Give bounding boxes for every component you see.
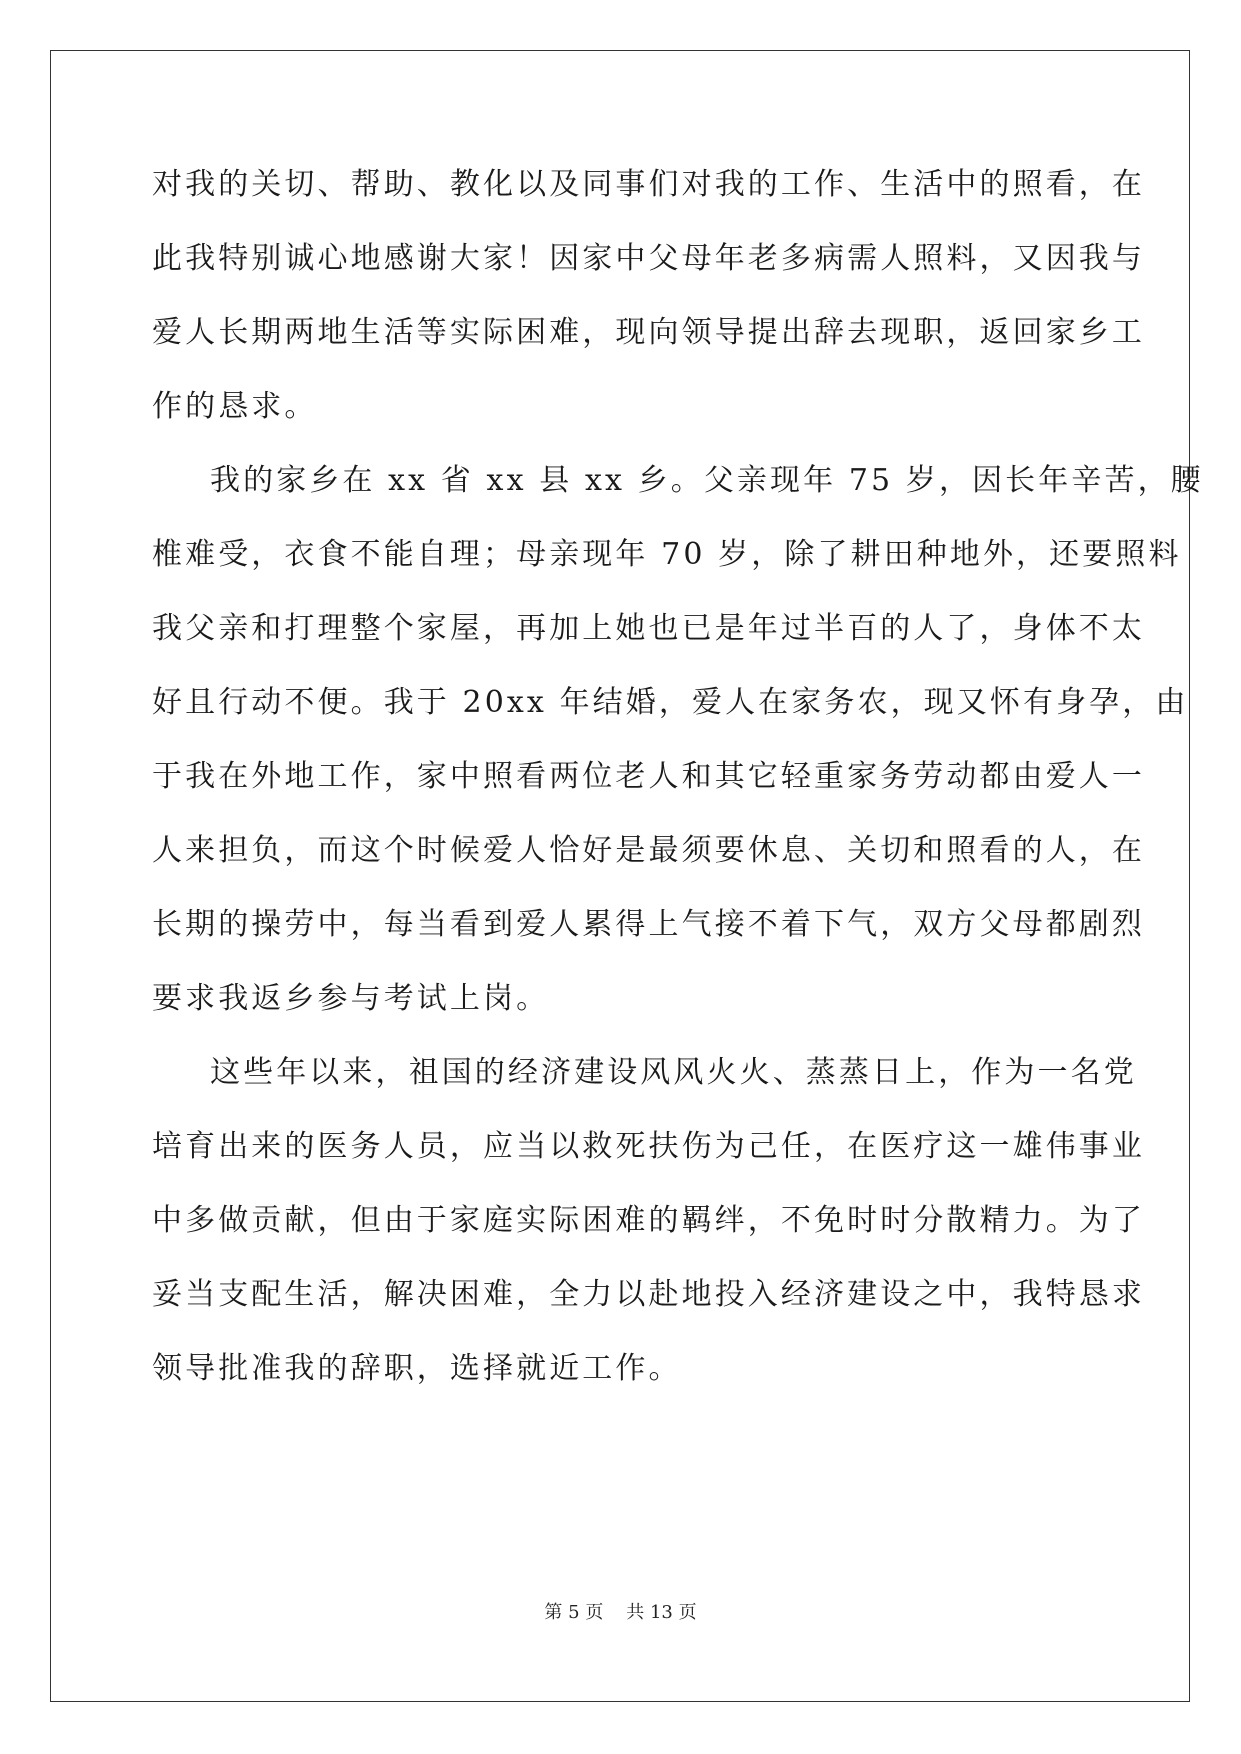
- paragraph-first-line: 这些年以来，祖国的经济建设风风火火、蒸蒸日上，作为一名党: [210, 1055, 1137, 1090]
- text-line: 我父亲和打理整个家屋，再加上她也已是年过半百的人了，身体不太: [152, 611, 1145, 646]
- text-line: 好且行动不便。我于 20xx 年结婚，爱人在家务农，现又怀有身孕，由: [152, 685, 1189, 720]
- page-number: 第 5 页: [544, 1602, 604, 1623]
- page-footer: [0, 1601, 1241, 1625]
- text-line: 中多做贡献，但由于家庭实际困难的羁绊，不免时时分散精力。为了: [152, 1203, 1145, 1238]
- page-total: 共 13 页: [626, 1602, 697, 1623]
- text-line: 领导批准我的辞职，选择就近工作。: [152, 1351, 682, 1386]
- paragraph-first-line: 我的家乡在 xx 省 xx 县 xx 乡。父亲现年 75 岁，因长年辛苦，腰: [210, 463, 1204, 498]
- text-line: 对我的关切、帮助、教化以及同事们对我的工作、生活中的照看，在: [152, 167, 1145, 202]
- text-line: 培育出来的医务人员，应当以救死扶伤为己任，在医疗这一雄伟事业: [152, 1129, 1145, 1164]
- text-line: 长期的操劳中，每当看到爱人累得上气接不着下气，双方父母都剧烈: [152, 907, 1145, 942]
- text-line: 于我在外地工作，家中照看两位老人和其它轻重家务劳动都由爱人一: [152, 759, 1145, 794]
- page-border: [50, 50, 1190, 1702]
- text-line: 此我特别诚心地感谢大家！因家中父母年老多病需人照料，又因我与: [152, 241, 1145, 276]
- text-line: 作的恳求。: [152, 389, 318, 424]
- text-line: 椎难受，衣食不能自理；母亲现年 70 岁，除了耕田种地外，还要照料: [152, 537, 1182, 572]
- text-line: 人来担负，而这个时候爱人恰好是最须要休息、关切和照看的人，在: [152, 833, 1145, 868]
- text-line: 要求我返乡参与考试上岗。: [152, 981, 550, 1016]
- text-line: 妥当支配生活，解决困难，全力以赴地投入经济建设之中，我特恳求: [152, 1277, 1145, 1312]
- text-line: 爱人长期两地生活等实际困难，现向领导提出辞去现职，返回家乡工: [152, 315, 1145, 350]
